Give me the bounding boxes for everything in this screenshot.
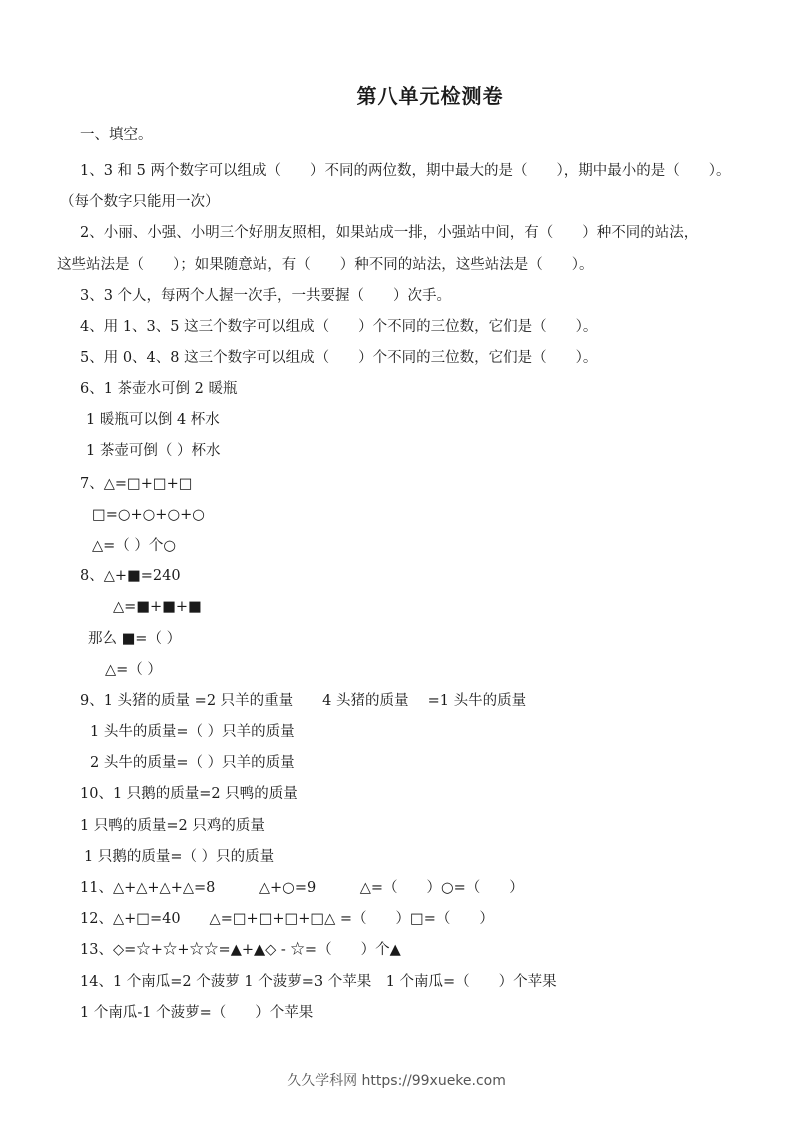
- question-14: 14、1 个南瓜=2 个菠萝 1 个菠萝=3 个苹果 1 个南瓜=（ ）个苹果: [80, 974, 557, 990]
- question-1: 1、3 和 5 两个数字可以组成（ ）不同的两位数，期中最大的是（ ），期中最小的是（ ）。: [80, 163, 731, 179]
- question-9: 9、1 头猪的质量 =2 只羊的重量 4 头猪的质量 =1 头牛的质量: [80, 693, 527, 709]
- question-12: 12、△+□=40 △=□+□+□+□△ =（ ）□=（ ）: [80, 911, 494, 927]
- question-8-line: △=■+■+■: [113, 599, 202, 615]
- section-heading: 一、填空。: [80, 127, 153, 143]
- question-2: 2、小丽、小强、小明三个好朋友照相，如果站成一排，小强站中间，有（ ）种不同的站法，: [80, 225, 699, 241]
- question-6-line: 1 茶壶可倒（ ）杯水: [86, 443, 221, 459]
- question-4: 4、用 1、3、5 这三个数字可以组成（ ）个不同的三位数，它们是（ ）。: [80, 319, 598, 335]
- question-7-line: △=（ ）个○: [92, 538, 177, 554]
- question-14-line: 1 个南瓜-1 个菠萝=（ ）个苹果: [80, 1005, 314, 1021]
- question-7: 7、△=□+□+□: [80, 476, 193, 492]
- question-6-line: 1 暖瓶可以倒 4 杯水: [86, 412, 220, 428]
- question-2-cont: 这些站法是（ ）；如果随意站，有（ ）种不同的站法，这些站法是（ ）。: [57, 257, 594, 273]
- question-9-line: 1 头牛的质量=（ ）只羊的质量: [90, 724, 295, 740]
- question-8-line: 那么 ■=（ ）: [88, 631, 182, 647]
- question-1-note: （每个数字只能用一次）: [60, 194, 220, 210]
- question-10-line: 1 只鹅的质量=（ ）只的质量: [84, 849, 275, 865]
- question-8-line: △=（ ）: [105, 662, 162, 678]
- question-11: 11、△+△+△+△=8 △+○=9 △=（ ）○=（ ）: [80, 880, 524, 896]
- question-10-line: 1 只鸭的质量=2 只鸡的质量: [80, 818, 265, 834]
- question-10: 10、1 只鹅的质量=2 只鸭的质量: [80, 786, 298, 802]
- question-9-line: 2 头牛的质量=（ ）只羊的质量: [90, 755, 295, 771]
- question-7-line: □=○+○+○+○: [92, 507, 205, 523]
- question-6: 6、1 茶壶水可倒 2 暖瓶: [80, 381, 238, 397]
- footer-watermark: 久久学科网 https://99xueke.com: [287, 1073, 506, 1089]
- question-3: 3、3 个人，每两个人握一次手，一共要握（ ）次手。: [80, 288, 452, 304]
- question-13: 13、◇=☆+☆+☆☆=▲+▲◇ - ☆=（ ）个▲: [80, 942, 401, 958]
- page-title: 第八单元检测卷: [356, 84, 504, 108]
- question-5: 5、用 0、4、8 这三个数字可以组成（ ）个不同的三位数，它们是（ ）。: [80, 350, 598, 366]
- question-8: 8、△+■=240: [80, 568, 181, 584]
